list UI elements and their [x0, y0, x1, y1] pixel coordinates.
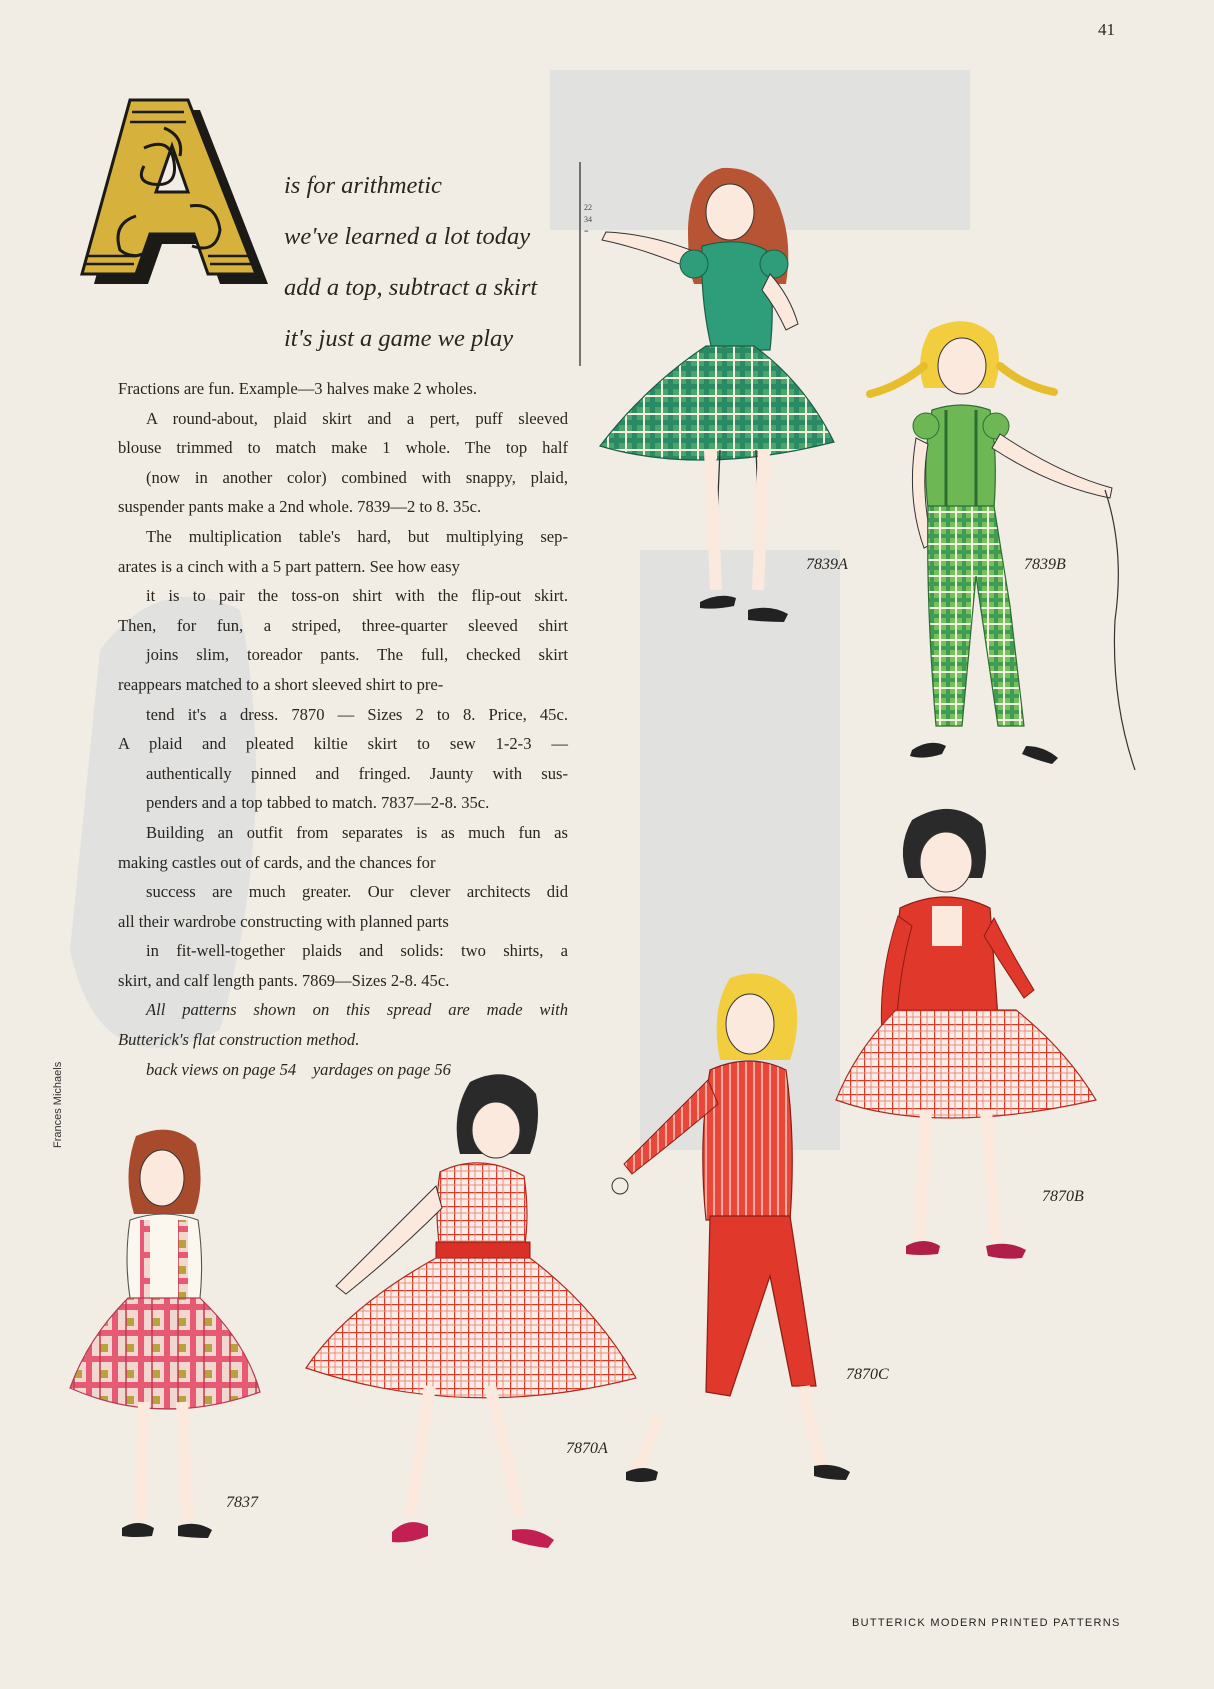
body-line: making castles out of cards, and the chances for — [118, 852, 436, 872]
drop-cap-a-icon — [70, 88, 278, 288]
body-line: tend it's a dress. 7870 — Sizes 2 to 8. Price, 45c. — [146, 704, 568, 724]
body-line: joins slim, toreador pants. The full, checked skirt — [146, 645, 568, 665]
poem-line: we've learned a lot today — [284, 223, 531, 250]
girl-7839b-illustration — [850, 310, 1150, 830]
poem-line: is for arithmetic — [284, 172, 442, 199]
body-line: Building an outfit from separates is as much fun as — [146, 822, 568, 842]
body-line: it is to pair the toss-on shirt with the flip-out skirt. — [146, 586, 568, 606]
body-line: suspender pants make a 2nd whole. 7839—2 to 8. 35c. — [118, 497, 482, 517]
poem-line: it's just a game we play — [284, 325, 514, 352]
body-line: in fit-well-together plaids and solids: two shirts, a — [146, 941, 568, 961]
pattern-label-7870c: 7870C — [846, 1366, 889, 1383]
pattern-label-7839a: 7839A — [806, 556, 848, 573]
body-line: A round-about, plaid skirt and a pert, puff sleeved — [146, 408, 568, 428]
body-line: (now in another color) combined with snappy, plaid, — [146, 467, 568, 487]
body-line: Then, for fun, a striped, three-quarter sleeved shirt — [118, 615, 568, 635]
svg-text:22: 22 — [584, 203, 592, 212]
poem-line: add a top, subtract a skirt — [284, 274, 538, 301]
body-line: authentically pinned and fringed. Jaunty with sus- — [146, 763, 568, 783]
body-line: success are much greater. Our clever architects did — [146, 882, 568, 902]
body-line-italic: Butterick's flat construction method. — [118, 1030, 360, 1050]
body-line: blouse trimmed to match make 1 whole. The top half — [118, 438, 568, 458]
page-references: back views on page 54 yardages on page 56 — [146, 1059, 451, 1079]
body-line: arates is a cinch with a 5 part pattern. See how easy — [118, 556, 460, 576]
body-line-italic: All patterns shown on this spread are made with — [146, 1000, 568, 1020]
body-line: skirt, and calf length pants. 7869—Sizes 2-8. 45c. — [118, 970, 450, 990]
svg-text:34: 34 — [584, 215, 592, 224]
svg-text:=: = — [584, 227, 589, 236]
publisher-footer: BUTTERICK MODERN PRINTED PATTERNS — [852, 1617, 1121, 1629]
body-line: reappears matched to a short sleeved shirt to pre- — [118, 674, 444, 694]
pattern-label-7870a: 7870A — [566, 1440, 608, 1457]
body-line: The multiplication table's hard, but multiplying sep- — [146, 526, 568, 546]
body-line: penders and a top tabbed to match. 7837—2-8. 35c. — [146, 793, 490, 813]
illustrator-credit: Frances Michaels — [52, 1061, 64, 1148]
body-line: A plaid and pleated kiltie skirt to sew 1-2-3 — — [118, 734, 568, 754]
pattern-label-7837: 7837 — [226, 1494, 258, 1511]
pattern-label-7870b: 7870B — [1042, 1188, 1084, 1205]
page-number: 41 — [1098, 20, 1115, 39]
pattern-label-7839b: 7839B — [1024, 556, 1066, 573]
poem — [284, 160, 537, 364]
body-line: Fractions are fun. Example—3 halves make 2 wholes. — [118, 379, 477, 398]
girl-7870a-illustration — [300, 1066, 650, 1576]
body-copy — [118, 374, 568, 1084]
body-line: all their wardrobe constructing with planned parts — [118, 911, 449, 931]
